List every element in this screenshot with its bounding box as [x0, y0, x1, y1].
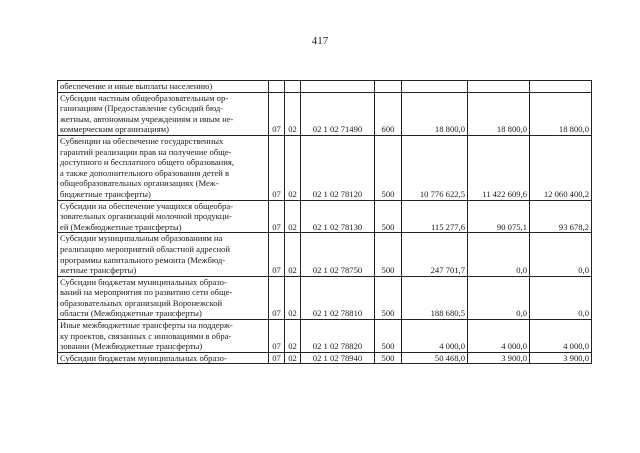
- expense-type-cell: 500: [375, 320, 402, 353]
- razdel-cell: 07: [269, 92, 285, 135]
- amount-year3-cell: 0,0: [530, 276, 592, 319]
- description-line: ваний на мероприятия по развитию сети обще-: [60, 287, 233, 298]
- amount-year2-cell: 0,0: [468, 233, 530, 276]
- target-article-cell: 02 1 02 78820: [301, 320, 375, 353]
- description-line: ку проектов, связанных с инновациями в обра-: [60, 330, 232, 341]
- expense-type-cell: 500: [375, 135, 402, 200]
- amount-year3-cell: 93 678,2: [530, 200, 592, 233]
- description-line: реализацию мероприятий областной адресной: [60, 243, 230, 254]
- amount-year3-cell: 12 060 400,2: [530, 135, 592, 200]
- description-line: Субсидии муниципальным образованиям на: [60, 233, 223, 244]
- expense-type-cell: 500: [375, 233, 402, 276]
- amount-year1-cell: 115 277,6: [402, 200, 468, 233]
- amount-year1-cell: 10 776 622,5: [402, 135, 468, 200]
- podrazdel-cell: 02: [285, 320, 301, 353]
- razdel-cell: 07: [269, 233, 285, 276]
- description-line: обеспечение и иные выплаты населению): [60, 81, 213, 91]
- row-description: [58, 320, 269, 353]
- row-description: [58, 276, 269, 319]
- target-article-cell: 02 1 02 78810: [301, 276, 375, 319]
- amount-year3-cell: 18 800,0: [530, 92, 592, 135]
- amount-year3-cell: 0,0: [530, 233, 592, 276]
- description-line: программы капитального ремонта (Межбюд-: [60, 254, 226, 265]
- description-line: зовательных организаций молочной продукци-: [60, 211, 232, 222]
- table-row: [58, 200, 592, 233]
- table-row: [58, 81, 592, 93]
- expense-type-cell: [375, 81, 402, 93]
- row-description: [58, 233, 269, 276]
- podrazdel-cell: [285, 81, 301, 93]
- row-description: [58, 200, 269, 233]
- table-row: [58, 233, 592, 276]
- target-article-cell: [301, 81, 375, 93]
- table-row: [58, 352, 592, 364]
- description-line: ей (Межбюджетные трансферты): [60, 221, 182, 232]
- target-article-cell: 02 1 02 78940: [301, 352, 375, 364]
- description-line: образовательных организаций Воронежской: [60, 297, 223, 308]
- table-row: [58, 92, 592, 135]
- description-line: Субсидии на обеспечение учащихся общеобра-: [60, 200, 234, 211]
- budget-table: [57, 80, 592, 364]
- razdel-cell: 07: [269, 320, 285, 353]
- target-article-cell: 02 1 02 78130: [301, 200, 375, 233]
- description-line: области (Межбюджетные трансферты): [60, 308, 202, 319]
- table-row: [58, 320, 592, 353]
- amount-year2-cell: 90 075,1: [468, 200, 530, 233]
- amount-year1-cell: [402, 81, 468, 93]
- description-line: Субсидии бюджетам муниципальных образо-: [60, 352, 227, 363]
- podrazdel-cell: 02: [285, 352, 301, 364]
- table-row: [58, 135, 592, 200]
- description-line: жетным, автономным учреждениям и иным не-: [60, 113, 234, 124]
- description-line: коммерческим организациям): [60, 124, 169, 135]
- amount-year1-cell: 4 000,0: [402, 320, 468, 353]
- amount-year3-cell: 3 900,0: [530, 352, 592, 364]
- description-line: Субвенции на обеспечение государственных: [60, 135, 224, 146]
- table-row: [58, 276, 592, 319]
- razdel-cell: 07: [269, 200, 285, 233]
- amount-year2-cell: 11 422 609,6: [468, 135, 530, 200]
- podrazdel-cell: 02: [285, 233, 301, 276]
- amount-year2-cell: 3 900,0: [468, 352, 530, 364]
- description-line: гарантий реализации прав на получение обще-: [60, 146, 232, 157]
- description-line: Иные межбюджетные трансферты на поддерж-: [60, 320, 233, 331]
- podrazdel-cell: 02: [285, 92, 301, 135]
- target-article-cell: 02 1 02 71490: [301, 92, 375, 135]
- row-description: [58, 135, 269, 200]
- budget-table-body: [58, 81, 592, 364]
- razdel-cell: 07: [269, 276, 285, 319]
- razdel-cell: [269, 81, 285, 93]
- description-line: зовании (Межбюджетные трансферты): [60, 341, 203, 352]
- description-line: ганизациям (Предоставление субсидий бюд-: [60, 103, 224, 114]
- description-line: Субсидии частным общеобразовательным ор-: [60, 92, 229, 103]
- row-description: [58, 92, 269, 135]
- description-line: жетные трансферты): [60, 265, 137, 276]
- expense-type-cell: 500: [375, 200, 402, 233]
- razdel-cell: 07: [269, 135, 285, 200]
- page-number: 417: [311, 35, 329, 47]
- podrazdel-cell: 02: [285, 135, 301, 200]
- podrazdel-cell: 02: [285, 276, 301, 319]
- description-line: Субсидии бюджетам муниципальных образо-: [60, 276, 227, 287]
- description-line: общеобразовательных организациях (Меж-: [60, 178, 219, 189]
- amount-year3-cell: [530, 81, 592, 93]
- row-description: [58, 352, 269, 364]
- expense-type-cell: 600: [375, 92, 402, 135]
- amount-year2-cell: 0,0: [468, 276, 530, 319]
- amount-year2-cell: 18 800,0: [468, 92, 530, 135]
- amount-year2-cell: 4 000,0: [468, 320, 530, 353]
- amount-year1-cell: 50 468,0: [402, 352, 468, 364]
- description-line: доступного и бесплатного общего образования,: [60, 157, 234, 168]
- podrazdel-cell: 02: [285, 200, 301, 233]
- amount-year2-cell: [468, 81, 530, 93]
- expense-type-cell: 500: [375, 276, 402, 319]
- amount-year1-cell: 188 680,5: [402, 276, 468, 319]
- amount-year3-cell: 4 000,0: [530, 320, 592, 353]
- description-line: а также дополнительного образования детей в: [60, 167, 230, 178]
- expense-type-cell: 500: [375, 352, 402, 364]
- amount-year1-cell: 247 701,7: [402, 233, 468, 276]
- target-article-cell: 02 1 02 78120: [301, 135, 375, 200]
- amount-year1-cell: 18 800,0: [402, 92, 468, 135]
- target-article-cell: 02 1 02 78750: [301, 233, 375, 276]
- row-description: [58, 81, 269, 93]
- description-line: бюджетные трансферты): [60, 188, 151, 199]
- razdel-cell: 07: [269, 352, 285, 364]
